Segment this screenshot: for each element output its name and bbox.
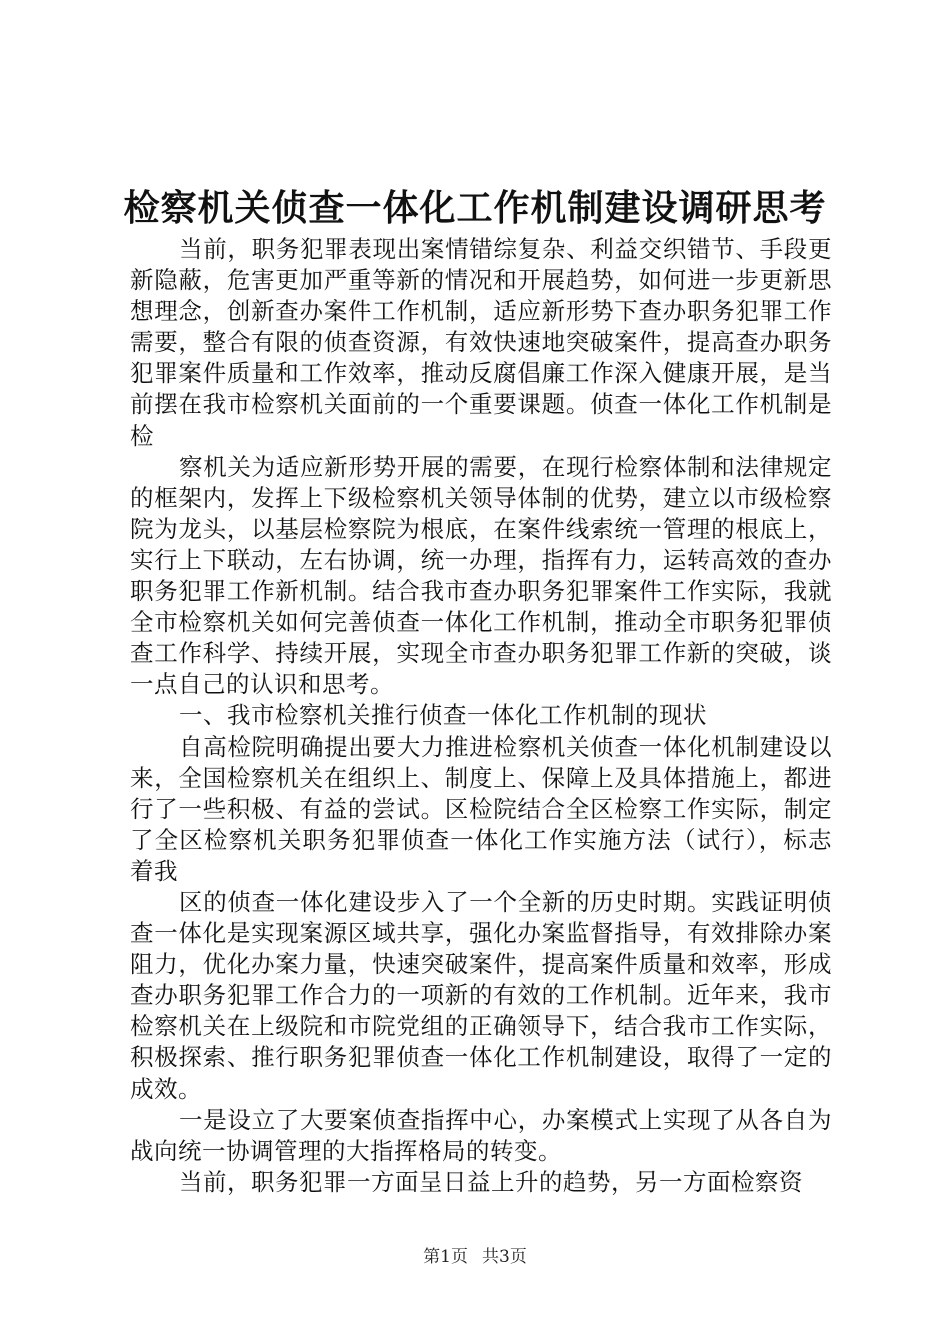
page-total: 共3页	[482, 1247, 527, 1267]
page-number: 第1页	[423, 1247, 468, 1267]
page-footer	[0, 1246, 950, 1268]
document-title: 检察机关侦查一体化工作机制建设调研思考	[123, 187, 827, 229]
document-body	[130, 234, 832, 1198]
paragraph: 自高检院明确提出要大力推进检察机关侦查一体化机制建设以来，全国检察机关在组织上、制度上、保障上及具体措施上，都进行了一些积极、有益的尝试。区检院结合全区检察工作实际，制定了全区检察机关职务犯罪侦查一体化工作实施方法（试行），标志着我	[130, 732, 832, 885]
paragraph: 区的侦查一体化建设步入了一个全新的历史时期。实践证明侦查一体化是实现案源区域共享，强化办案监督指导，有效排除办案阻力，优化办案力量，快速突破案件，提高案件质量和效率，形成查办职务犯罪工作合力的一项新的有效的工作机制。近年来，我市检察机关在上级院和市院党组的正确领导下，结合我市工作实际，积极探索、推行职务犯罪侦查一体化工作机制建设，取得了一定的成效。	[130, 887, 832, 1103]
section-heading: 一、我市检察机关推行侦查一体化工作机制的现状	[179, 701, 707, 730]
paragraph: 一是设立了大要案侦查指挥中心，办案模式上实现了从各自为战向统一协调管理的大指挥格局的转变。	[130, 1105, 832, 1165]
paragraph: 当前，职务犯罪表现出案情错综复杂、利益交织错节、手段更新隐蔽，危害更加严重等新的情况和开展趋势，如何进一步更新思想理念，创新查办案件工作机制，适应新形势下查办职务犯罪工作需要，整合有限的侦查资源，有效快速地突破案件，提高查办职务犯罪案件质量和工作效率，推动反腐倡廉工作深入健康开展，是当前摆在我市检察机关面前的一个重要课题。侦查一体化工作机制是检	[130, 235, 832, 450]
paragraph: 察机关为适应新形势开展的需要，在现行检察体制和法律规定的框架内，发挥上下级检察机关领导体制的优势，建立以市级检察院为龙头，以基层检察院为根底，在案件线索统一管理的根底上，实行上下联动，左右协调，统一办理，指挥有力，运转高效的查办职务犯罪工作新机制。结合我市查办职务犯罪案件工作实际，我就全市检察机关如何完善侦查一体化工作机制，推动全市职务犯罪侦查工作科学、持续开展，实现全市查办职务犯罪工作新的突破，谈一点自己的认识和思考。	[130, 452, 832, 699]
paragraph: 当前，职务犯罪一方面呈日益上升的趋势，另一方面检察资	[179, 1167, 803, 1196]
